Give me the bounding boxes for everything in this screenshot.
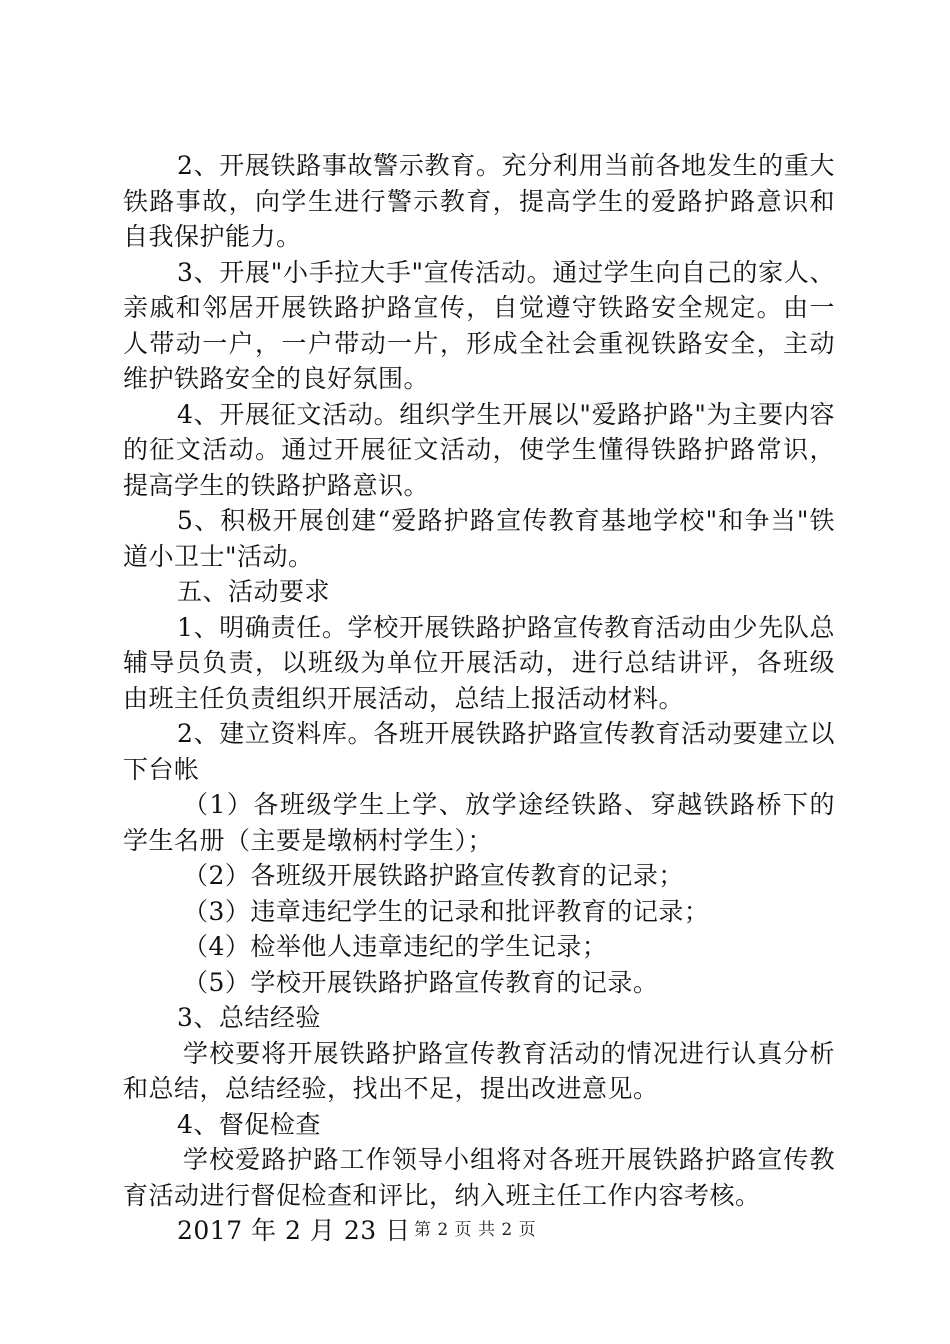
paragraph-build-database: 2、建立资料库。各班开展铁路护路宣传教育活动要建立以下台帐	[123, 719, 835, 784]
subheading-summarize-experience: 3、总结经验	[177, 1003, 321, 1032]
section-heading-requirements: 五、活动要求	[177, 577, 331, 606]
list-item-ledger-4: （4）检举他人违章违纪的学生记录；	[183, 932, 608, 961]
paragraph-small-hands-big-hands: 3、开展"小手拉大手"宣传活动。通过学生向自己的家人、亲戚和邻居开展铁路护路宣传，自觉遵守铁路安全规定。由一人带动一户，一户带动一片，形成全社会重视铁路安全，主动维护铁路安全的良好氛围。	[123, 257, 835, 393]
paragraph-essay-activity: 4、开展征文活动。组织学生开展以"爱路护路"为主要内容的征文活动。通过开展征文活动，使学生懂得铁路护路常识，提高学生的铁路护路意识。	[123, 399, 835, 500]
list-item-ledger-5: （5）学校开展铁路护路宣传教育的记录。	[183, 967, 659, 997]
paragraph-railway-accident-warning: 2、开展铁路事故警示教育。充分利用当前各地发生的重大铁路事故，向学生进行警示教育，提高学生的爱路护路意识和自我保护能力。	[123, 151, 835, 251]
list-item-ledger-2: （2）各班级开展铁路护路宣传教育的记录；	[183, 861, 684, 890]
page-number-footer: 第 2 页 共 2 页	[413, 1220, 537, 1240]
paragraph-base-school: 5、积极开展创建“爱路护路宣传教育基地学校"和争当"铁道小卫士"活动。	[123, 506, 835, 571]
document-body	[123, 148, 835, 1249]
paragraph-clarify-responsibility: 1、明确责任。学校开展铁路护路宣传教育活动由少先队总辅导员负责，以班级为单位开展活动，进行总结讲评，各班级由班主任负责组织开展活动，总结上报活动材料。	[123, 612, 835, 713]
subheading-supervise-inspect: 4、督促检查	[177, 1109, 321, 1139]
list-item-ledger-3: （3）违章违纪学生的记录和批评教育的记录；	[183, 896, 710, 926]
list-item-ledger-1: （1）各班级学生上学、放学途经铁路、穿越铁路桥下的学生名册（主要是墩柄村学生）；	[123, 790, 835, 855]
paragraph-summarize-experience: 学校要将开展铁路护路宣传教育活动的情况进行认真分析和总结，总结经验，找出不足，提出改进意见。	[123, 1038, 835, 1103]
document-date: 2017 年 2 月 23 日	[177, 1216, 411, 1245]
paragraph-supervise-inspect: 学校爱路护路工作领导小组将对各班开展铁路护路宣传教育活动进行督促检查和评比，纳入班主任工作内容考核。	[123, 1145, 835, 1210]
